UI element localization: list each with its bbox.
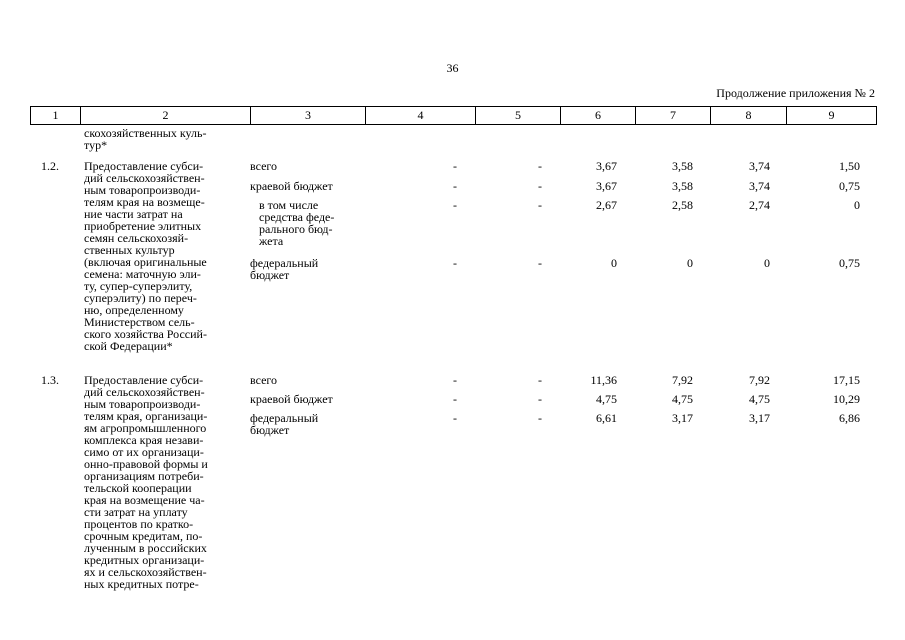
value-col5: - [538, 411, 542, 425]
value-col9: 0,75 [839, 179, 860, 193]
value-col4: - [453, 411, 457, 425]
row-number: 1.2. [41, 159, 59, 173]
value-col5: - [538, 256, 542, 270]
budget-label: в том числе средства феде- рального бюд- жета [259, 198, 335, 248]
value-col9: 0,75 [839, 256, 860, 270]
budget-label: краевой бюджет [250, 179, 333, 193]
value-col4: - [453, 373, 457, 387]
col-header-4: 4 [366, 107, 476, 125]
value-col6: 3,67 [596, 159, 617, 173]
value-col7: 3,17 [672, 411, 693, 425]
value-col4: - [453, 159, 457, 173]
carry-over-text: скохозяйственных куль- тур* [84, 126, 207, 152]
budget-label: краевой бюджет [250, 392, 333, 406]
col-header-1: 1 [31, 107, 81, 125]
column-header-table [30, 106, 877, 125]
col-header-9: 9 [787, 107, 877, 125]
col-header-6: 6 [561, 107, 636, 125]
value-col6: 4,75 [596, 392, 617, 406]
value-col9: 10,29 [833, 392, 860, 406]
value-col7: 2,58 [672, 198, 693, 212]
col-header-7: 7 [636, 107, 711, 125]
value-col6: 2,67 [596, 198, 617, 212]
value-col5: - [538, 159, 542, 173]
col-header-5: 5 [476, 107, 561, 125]
value-col7: 3,58 [672, 179, 693, 193]
value-col4: - [453, 179, 457, 193]
col-header-2: 2 [81, 107, 251, 125]
budget-label: всего [250, 159, 278, 173]
value-col9: 0 [854, 198, 860, 212]
value-col6: 0 [611, 256, 617, 270]
budget-label: федеральный бюджет [250, 411, 319, 437]
col-header-3: 3 [251, 107, 366, 125]
value-col5: - [538, 179, 542, 193]
value-col8: 7,92 [749, 373, 770, 387]
value-col4: - [453, 198, 457, 212]
row-description: Предоставление субси- дий сельскохозяйствен- ным товаропроизводи- телям края, организаци- ям агропромышленного комплекса края незави- симо от их организаци- онно-правовой формы и организациям потреби- тельской кооперации края на возмещение ча- сти затрат на уплату процентов по кратко- срочным кредитам, по- лученным в российских кредитных организаци- ях и сельскохозяйствен- ных кредитных потре- [84, 373, 208, 591]
page-number: 36 [446, 61, 459, 75]
value-col5: - [538, 392, 542, 406]
value-col8: 3,74 [749, 179, 770, 193]
col-header-8: 8 [711, 107, 787, 125]
continuation-note: Продолжение приложения № 2 [716, 86, 875, 100]
value-col5: - [538, 373, 542, 387]
value-col6: 6,61 [596, 411, 617, 425]
row-description: Предоставление субси- дий сельскохозяйствен- ным товаропроизводи- телям края на возмеще- ние части затрат на приобретение элитных семян сельскохозяй- ственных культур (включая оригинальные семена: маточную эли- ту, супер-суперэлиту, суперэлиту) по переч- ню, определенному Министерством сель- ского хозяйства Россий- ской Федерации* [84, 159, 207, 353]
value-col9: 17,15 [833, 373, 860, 387]
row-number: 1.3. [41, 373, 59, 387]
value-col7: 4,75 [672, 392, 693, 406]
value-col6: 11,36 [590, 373, 617, 387]
value-col7: 0 [687, 256, 693, 270]
value-col8: 4,75 [749, 392, 770, 406]
value-col4: - [453, 256, 457, 270]
budget-label: федеральный бюджет [250, 256, 319, 282]
value-col5: - [538, 198, 542, 212]
value-col8: 2,74 [749, 198, 770, 212]
budget-label: всего [250, 373, 278, 387]
value-col7: 3,58 [672, 159, 693, 173]
value-col9: 1,50 [839, 159, 860, 173]
value-col7: 7,92 [672, 373, 693, 387]
value-col9: 6,86 [839, 411, 860, 425]
value-col8: 3,17 [749, 411, 770, 425]
value-col6: 3,67 [596, 179, 617, 193]
value-col8: 3,74 [749, 159, 770, 173]
value-col4: - [453, 392, 457, 406]
value-col8: 0 [764, 256, 770, 270]
